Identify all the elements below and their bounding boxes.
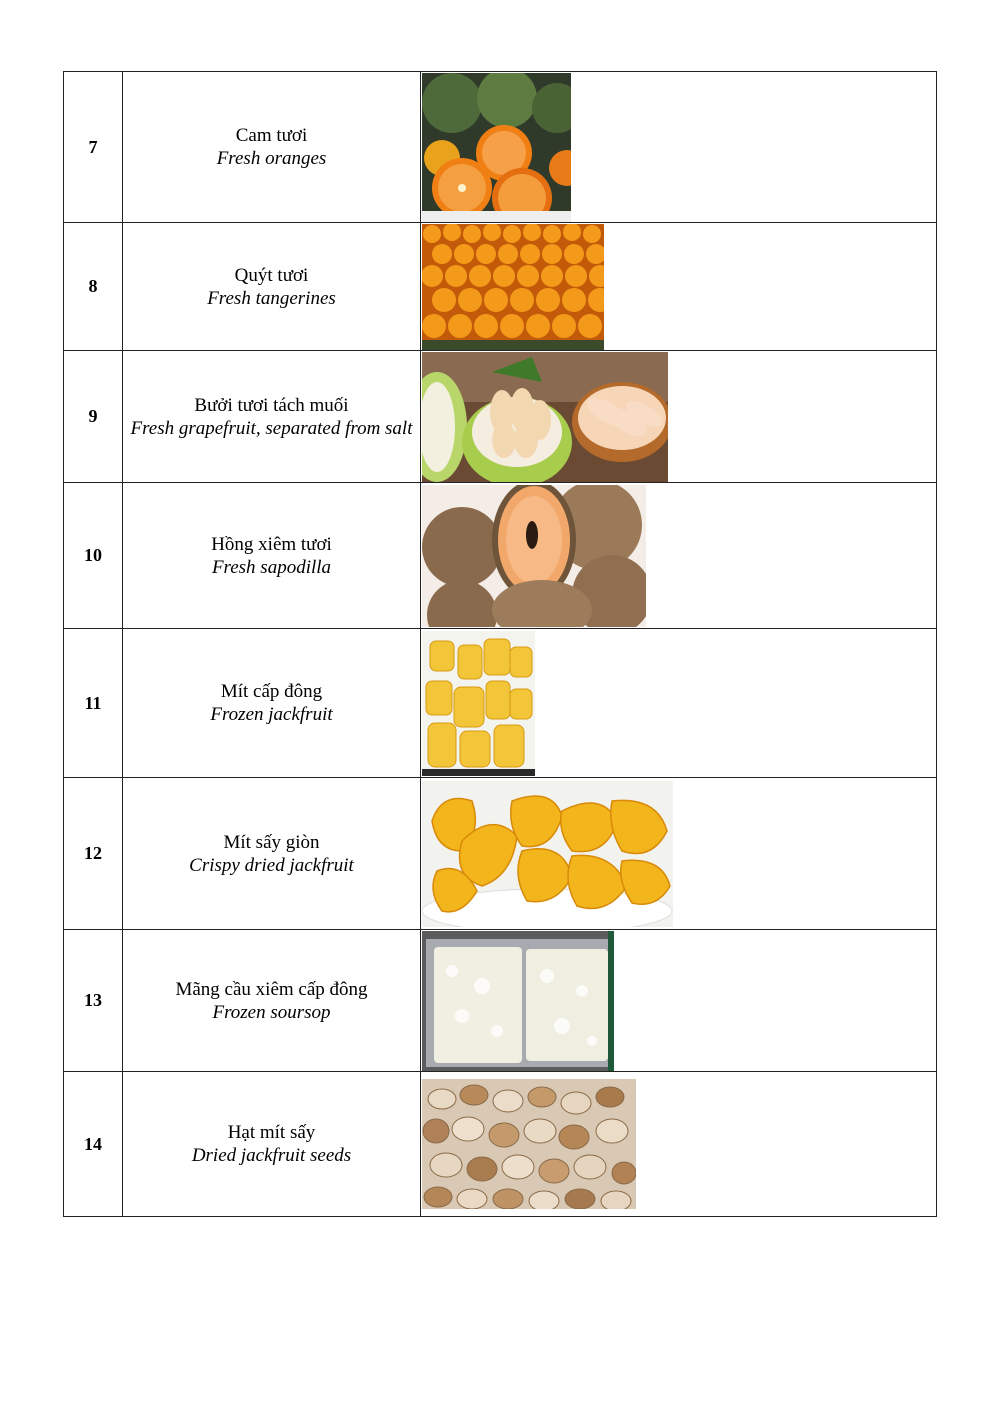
product-name-vn: Hạt mít sấy (227, 1122, 316, 1143)
product-name-en: Frozen jackfruit (210, 704, 333, 725)
row-number: 11 (64, 629, 123, 778)
frozen-soursop-photo (422, 931, 936, 1071)
product-image-cell (421, 930, 937, 1072)
fresh-tangerines-photo (422, 224, 936, 350)
table-row (64, 1072, 937, 1217)
product-image-cell (421, 72, 937, 223)
product-image-cell (421, 351, 937, 483)
table-row (64, 483, 937, 629)
product-name-vn: Cam tươi (235, 125, 308, 146)
product-name-en: Fresh oranges (216, 148, 327, 169)
fresh-grapefruit-photo (422, 352, 936, 482)
product-image-cell (421, 1072, 937, 1217)
product-name-vn: Hồng xiêm tươi (211, 533, 332, 555)
product-name-cell (123, 930, 421, 1072)
product-name-vn: Bưởi tươi tách muối (194, 394, 349, 416)
fresh-sapodilla-photo (422, 485, 936, 627)
product-name-vn: Mít cấp đông (220, 681, 323, 702)
table-row (64, 351, 937, 483)
product-name-cell (123, 483, 421, 629)
table-row (64, 778, 937, 930)
table-row (64, 930, 937, 1072)
product-image-cell (421, 629, 937, 778)
product-image-cell (421, 223, 937, 351)
dried-jackfruit-photo (422, 781, 936, 927)
product-name-en: Fresh sapodilla (211, 556, 332, 578)
frozen-jackfruit-photo (422, 631, 936, 776)
product-name-cell (123, 629, 421, 778)
row-number: 8 (64, 223, 123, 351)
product-image-cell (421, 483, 937, 629)
product-name-en: Dried jackfruit seeds (191, 1145, 352, 1166)
product-name-cell (123, 778, 421, 930)
row-number: 12 (64, 778, 123, 930)
product-name-vn: Quýt tươi (234, 264, 309, 286)
product-name-en: Fresh tangerines (207, 287, 336, 309)
product-image-cell (421, 778, 937, 930)
row-number: 14 (64, 1072, 123, 1217)
row-number: 13 (64, 930, 123, 1072)
product-name-cell (123, 72, 421, 223)
dried-jackfruit-seeds-photo (422, 1079, 936, 1209)
product-name-cell (123, 1072, 421, 1217)
row-number: 7 (64, 72, 123, 223)
table-row (64, 72, 937, 223)
product-name-cell (123, 351, 421, 483)
product-name-vn: Mãng cầu xiêm cấp đông (175, 978, 368, 1000)
product-table (63, 71, 937, 1217)
product-name-cell (123, 223, 421, 351)
table-row (64, 223, 937, 351)
row-number: 9 (64, 351, 123, 483)
product-name-vn: Mít sấy giòn (223, 831, 320, 853)
row-number: 10 (64, 483, 123, 629)
table-row (64, 629, 937, 778)
product-name-en: Frozen soursop (212, 1001, 331, 1023)
fresh-oranges-photo (422, 73, 936, 222)
product-name-en: Crispy dried jackfruit (189, 854, 354, 876)
product-name-en: Fresh grapefruit, separated from salt (130, 417, 413, 439)
